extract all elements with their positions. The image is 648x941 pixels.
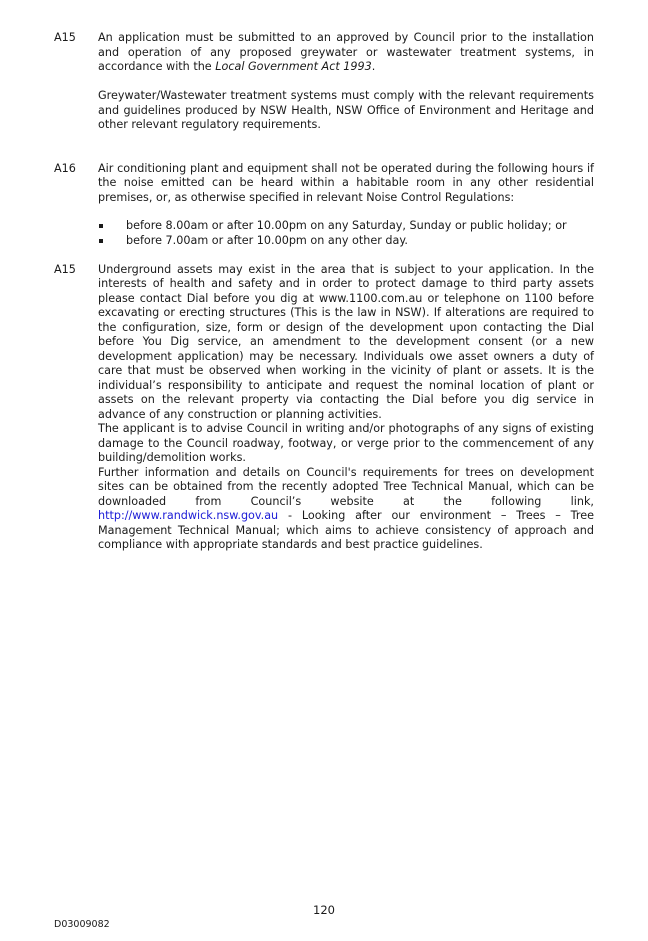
clause-paragraph: Underground assets may exist in the area that is subject to your application. In the interests of health and safety and in order to protect damage to third party assets please contact Dial before you dig at www.1100.com.au or telephone on 1100 before excavating or erecting structures (This is the law in NSW). If alterations are required to the configuration, size, form or design of the development upon contacting the Dial before You Dig service, an amendment to the development consent (or a new development application) may be necessary. Individuals owe asset owners a duty of care that must be observed when working in the vicinity of plant or assets. It is the individual’s responsibility to anticipate and request the nominal location of plant or assets on the relevant property via contacting the Dial before you dig service in advance of any construction or planning activities. [98, 262, 594, 421]
page-number: 120 [313, 903, 335, 917]
clause-number: A15 [54, 262, 76, 276]
bullet-text: before 8.00am or after 10.00pm on any Saturday, Sunday or public holiday; or [126, 219, 567, 232]
clause-a15-greywater [54, 31, 594, 133]
clause-paragraph [98, 31, 594, 75]
clause-paragraph [98, 466, 594, 553]
list-item [98, 234, 594, 249]
clause-paragraph: Greywater/Wastewater treatment systems must comply with the relevant requirements and guidelines produced by NSW Health, NSW Office of Environment and Heritage and other relevant regulatory requirements. [98, 89, 594, 131]
bullet-list [98, 219, 594, 248]
paragraph-text: An application must be submitted to an approved by Council prior to the installation and operation of any proposed greywater or wastewater treatment systems, in accordance with the [98, 31, 594, 73]
clause-paragraph: The applicant is to advise Council in writing and/or photographs of any signs of existing damage to the Council roadway, footway, or verge prior to the commencement of any building/demolition works. [98, 422, 594, 464]
council-website-link[interactable]: http://www.randwick.nsw.gov.au [98, 509, 279, 522]
bullet-text: before 7.00am or after 10.00pm on any other day. [126, 233, 408, 247]
page-content [54, 31, 594, 553]
paragraph-text: Further information and details on Council's requirements for trees on development sites can be obtained from the recently adopted Tree Technical Manual, which can be downloaded from Council’s website at the following link, [98, 465, 594, 508]
paragraph-text-end: . [371, 60, 376, 73]
clause-a16-air-conditioning [54, 162, 594, 249]
clause-paragraph: Air conditioning plant and equipment shall not be operated during the following hours if the noise emitted can be heard within a habitable room in any other residential premises, or, as otherwise specified in relevant Noise Control Regulations: [98, 161, 594, 204]
clause-body [98, 263, 594, 553]
clause-number: A15 [54, 31, 76, 44]
list-item [98, 219, 594, 234]
clause-body [98, 31, 594, 133]
document-id: D03009082 [54, 919, 110, 930]
act-title: Local Government Act 1993 [215, 60, 372, 73]
clause-number: A16 [54, 161, 76, 175]
paragraph-text-end: - Looking after our environment – Trees – Tree Management Technical Manual; which aims to achieve consistency of approach and compliance with appropriate standards and best practice guidelines. [98, 509, 594, 551]
clause-a15-underground-assets [54, 263, 594, 553]
clause-body [98, 162, 594, 249]
